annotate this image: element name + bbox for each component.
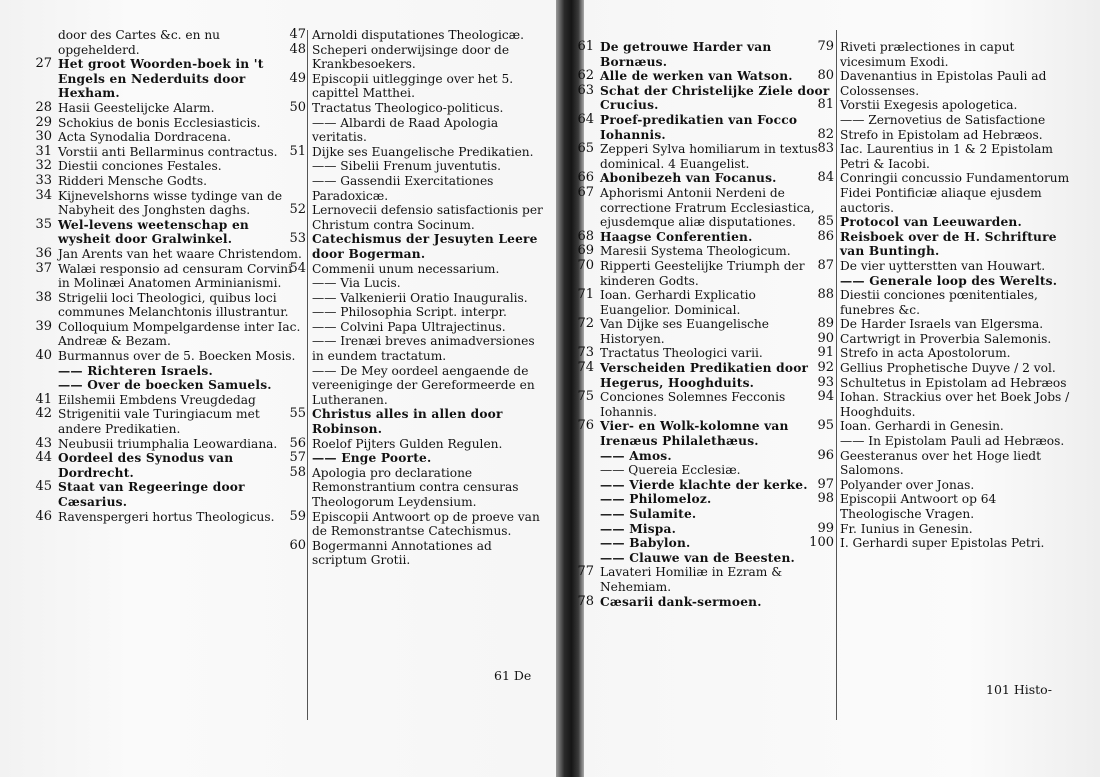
catalog-entry (289, 143, 550, 160)
entry-title: —— Babylon. (600, 536, 691, 551)
entry-title: —— Quereia Ecclesiæ. (600, 463, 741, 478)
catalog-entry (312, 159, 550, 174)
entry-number: 30 (35, 129, 52, 145)
entry-number: 70 (577, 257, 594, 273)
catalog-entry (577, 228, 830, 245)
catalog-entry (840, 113, 1080, 128)
entry-title: Fr. Iunius in Genesin. (840, 521, 973, 536)
catalog-entry (35, 56, 303, 101)
catalog-entry (600, 478, 830, 493)
catalog-entry (312, 320, 550, 335)
catalog-entry (817, 360, 1080, 376)
entry-number: 29 (35, 114, 52, 130)
catalog-entry (35, 143, 303, 160)
entry-title: Burmannus over de 5. Boecken Mosis. (58, 349, 296, 364)
entry-number: 97 (817, 476, 834, 492)
entry-title: Christus alles in allen door Robinson. (312, 407, 503, 437)
entry-title: Episcopii Antwoort op de proeve van de Remonstrantse Catechismus. (312, 509, 540, 539)
entry-number: 55 (289, 406, 306, 422)
entry-number: 85 (817, 214, 834, 230)
entry-title: Vier- en Wolk-kolomne van Irenæus Philalethæus. (600, 419, 789, 449)
catalog-entry (312, 291, 550, 306)
catalog-entry (35, 391, 303, 408)
entry-number: 83 (817, 141, 834, 157)
entry-title: Verscheiden Predikatien door Hegerus, Hooghduits. (600, 361, 809, 390)
entry-title: —— Clauwe van de Beesten. (600, 550, 795, 565)
column-4 (809, 39, 1080, 551)
entry-number: 35 (35, 216, 52, 232)
catalog-entry (577, 243, 830, 259)
entry-title: Conciones Solemnes Fecconis Iohannis. (600, 390, 786, 419)
entry-number: 93 (817, 374, 834, 390)
entry-title: Scheperi onderwijsinge door de Krankbesoekers. (312, 42, 510, 72)
entry-title: —— Enge Poorte. (312, 451, 432, 466)
entry-title: Cartwrigt in Proverbia Salemonis. (840, 331, 1052, 346)
entry-title: Staat van Regeeringe door Cæsarius. (58, 480, 245, 509)
catalog-entry (312, 174, 550, 203)
catalog-entry (35, 172, 303, 189)
catalog-entry (600, 551, 830, 566)
catalog-entry (600, 522, 830, 537)
entry-number: 91 (817, 345, 834, 361)
entry-number: 82 (817, 126, 834, 142)
entry-title: —— Over de boecken Samuels. (58, 378, 272, 393)
catalog-entry (35, 187, 303, 218)
catalog-entry (35, 479, 303, 509)
catalog-entry (817, 126, 1080, 143)
catalog-entry (35, 348, 303, 364)
entry-title: Vorstii anti Bellarminus contractus. (58, 144, 278, 159)
entry-number: 80 (817, 68, 834, 84)
entry-title: Het groot Woorden-boek in 't Engels en Nederduits door Hexham. (58, 57, 264, 101)
catalog-entry (817, 39, 1080, 69)
entry-title: Gellius Prophetische Duyve / 2 vol. (840, 361, 1056, 376)
entry-number: 89 (817, 316, 834, 332)
entry-number: 66 (577, 170, 594, 186)
catalog-entry (35, 245, 303, 262)
entry-number: 84 (817, 170, 834, 186)
entry-title: Bogermanni Annotationes ad scriptum Grotii. (312, 538, 492, 568)
entry-title: De Harder Israels van Elgersma. (840, 317, 1044, 332)
entry-title: door des Cartes &c. en nu opgehelderd. (58, 28, 221, 57)
entry-number: 71 (577, 287, 594, 303)
entry-number: 36 (35, 245, 52, 261)
entry-number: 81 (817, 97, 834, 113)
catalog-entry (312, 364, 550, 408)
entry-number: 59 (289, 508, 306, 524)
entry-title: —— Vierde klachte der kerke. (600, 477, 808, 492)
entry-number: 63 (577, 82, 594, 98)
catalog-entry (312, 116, 550, 145)
entry-title: Reisboek over de H. Schrifture van Buntingh. (840, 229, 1057, 259)
entry-number: 99 (817, 520, 834, 536)
catalog-entry (577, 170, 830, 186)
catalog-entry (809, 535, 1080, 551)
catalog-entry (600, 449, 830, 464)
entry-title: Tractatus Theologico-politicus. (312, 100, 504, 115)
entry-title: —— Sulamite. (600, 507, 697, 521)
catalog-entry (577, 593, 830, 610)
entry-number: 60 (289, 537, 306, 553)
column-1 (35, 28, 303, 524)
entry-number: 37 (35, 260, 52, 276)
entry-title: Episcopii Antwoort op 64 Theologische Vragen. (840, 492, 997, 521)
catalog-entry (600, 507, 830, 522)
catalog-entry (35, 318, 303, 349)
entry-number: 68 (577, 228, 594, 244)
entry-number: 77 (577, 564, 594, 580)
entry-title: Riveti prælectiones in caput vicesimum Exodi. (840, 40, 1015, 69)
entry-number: 95 (817, 418, 834, 434)
catalog-entry (817, 345, 1080, 361)
catalog-entry (817, 520, 1080, 537)
entry-title: Haagse Conferentien. (600, 229, 753, 244)
catalog-entry (817, 447, 1080, 478)
catalog-entry (35, 508, 303, 525)
catalog-entry (35, 129, 303, 145)
entry-number: 92 (817, 360, 834, 376)
column-divider (307, 30, 308, 720)
entry-title: Protocol van Leeuwarden. (840, 215, 1022, 230)
catalog-entry (35, 114, 303, 131)
catalog-entry (35, 406, 303, 437)
entry-title: —— Mispa. (600, 521, 677, 536)
entry-title: Ripperti Geestelijke Triumph der kinderen Godts. (600, 258, 805, 288)
entry-title: —— Philosophia Script. interpr. (312, 305, 507, 320)
entry-title: —— De Mey oordeel aengaende de vereeniginge der Gereformeerde en Lutheranen. (312, 363, 535, 407)
entry-title: Schultetus in Epistolam ad Hebræos (840, 375, 1067, 390)
entry-title: I. Gerhardi super Epistolas Petri. (840, 536, 1045, 551)
entry-number: 40 (35, 348, 52, 364)
entry-number: 86 (817, 228, 834, 244)
catalog-entry (817, 476, 1080, 493)
entry-title: Iac. Laurentius in 1 & 2 Epistolam Petri & Iacobi. (840, 142, 1053, 171)
entry-title: —— Generale loop des Werelts. (840, 273, 1058, 288)
catalog-entry (289, 450, 550, 466)
catalog-entry (577, 82, 830, 113)
entry-title: Colloquium Mompelgardense inter Iac. Andreæ & Bezam. (58, 319, 301, 349)
entry-title: Ioan. Gerhardi in Genesin. (840, 419, 1004, 434)
catalog-entry (289, 99, 550, 116)
entry-title: —— Richteren Israels. (58, 363, 213, 378)
entry-title: —— In Epistolam Pauli ad Hebræos. (840, 434, 1065, 449)
catalog-entry (58, 364, 303, 379)
entry-title: —— Philomeloz. (600, 492, 712, 507)
catalog-entry (577, 68, 830, 84)
catalog-entry (289, 27, 550, 43)
entry-title: Van Dijke ses Euangelische Historyen. (600, 317, 769, 346)
entry-number: 73 (577, 345, 594, 361)
catalog-entry (600, 536, 830, 551)
catalog-entry (817, 141, 1080, 171)
entry-number: 96 (817, 447, 834, 463)
catalog-entry (817, 228, 1080, 259)
entry-title: Iohan. Strackius over het Boek Jobs / Hooghduits. (840, 390, 1070, 419)
entry-title: Maresii Systema Theologicum. (600, 244, 791, 259)
entry-title: Acta Synodalia Dordracena. (58, 130, 231, 145)
entry-title: Diestii conciones Festales. (58, 159, 222, 174)
entry-number: 27 (35, 56, 52, 72)
entry-title: —— Irenæi breves animadversiones in eundem tractatum. (312, 334, 535, 364)
entry-number: 53 (289, 231, 306, 247)
catchword-right-page: 101 Histo- (986, 682, 1052, 697)
catalog-entry (35, 289, 303, 320)
catalog-entry (817, 68, 1080, 98)
catchword-left-page: 61 De (494, 668, 532, 683)
entry-title: Conringii concussio Fundamentorum Fidei Pontificiæ aliaque ejusdem auctoris. (840, 171, 1070, 215)
entry-number: 41 (35, 391, 52, 407)
entry-number: 42 (35, 406, 52, 422)
entry-title: Aphorismi Antonii Nerdeni de correctione Fratrum Ecclesiastica, ejusdemque aliæ disputationes. (600, 185, 815, 230)
catalog-entry (312, 276, 550, 291)
entry-title: —— Amos. (600, 448, 672, 463)
entry-title: —— Via Lucis. (312, 276, 401, 291)
entry-title: —— Colvini Papa Ultrajectinus. (312, 319, 506, 334)
catalog-entry (577, 345, 830, 361)
catalog-entry (817, 170, 1080, 215)
entry-title: Wel-levens weetenschap en wysheit door Gralwinkel. (58, 217, 249, 247)
catalog-entry (289, 260, 550, 277)
catalog-entry (577, 111, 830, 142)
entry-title: Vorstii Exegesis apologetica. (840, 98, 1018, 113)
entry-title: Strigelii loci Theologici, quibus loci communes Melanchtonis illustrantur. (58, 290, 289, 320)
catalog-entry (312, 305, 550, 320)
entry-number: 62 (577, 68, 594, 84)
entry-number: 50 (289, 99, 306, 115)
catalog-entry (35, 99, 303, 116)
entry-number: 39 (35, 318, 52, 334)
entry-title: Polyander over Jonas. (840, 477, 975, 492)
catalog-entry (35, 216, 303, 247)
catalog-entry (600, 463, 830, 478)
entry-number: 98 (817, 491, 834, 507)
entry-title: Davenantius in Epistolas Pauli ad Colossenses. (840, 69, 1047, 98)
catalog-entry (577, 39, 830, 69)
entry-title: Strigenitii vale Turingiacum met andere Predikatien. (58, 407, 260, 437)
entry-title: —— Zernovetius de Satisfactione (840, 112, 1046, 127)
entry-number: 69 (577, 243, 594, 259)
entry-title: Diestii conciones pœnitentiales, funebres &c. (840, 288, 1038, 317)
catalog-entry (817, 389, 1080, 419)
entry-title: Kijnevelshorns wisse tydinge van de Nabyheit des Jonghsten daghs. (58, 188, 283, 218)
entry-title: Schat der Christelijke Ziele door Crucius. (600, 83, 830, 113)
catalog-entry (817, 330, 1080, 347)
catalog-entry (577, 389, 830, 419)
catalog-entry (577, 287, 830, 317)
catalog-entry (577, 360, 830, 390)
entry-title: Schokius de bonis Ecclesiasticis. (58, 115, 261, 130)
entry-title: —— Gassendii Exercitationes Paradoxicæ. (312, 173, 494, 203)
column-3 (577, 39, 830, 609)
column-divider (836, 30, 837, 720)
entry-number: 75 (577, 389, 594, 405)
catalog-entry (289, 435, 550, 452)
entry-title: Proef-predikatien van Focco Iohannis. (600, 112, 798, 142)
catalog-entry (577, 141, 830, 171)
entry-title: Ravenspergeri hortus Theologicus. (58, 509, 275, 524)
entry-title: Zepperi Sylva homiliarum in textus dominical. 4 Euangelist. (600, 142, 818, 171)
catalog-entry (289, 508, 550, 539)
entry-number: 45 (35, 479, 52, 495)
column-2 (289, 27, 550, 568)
catalog-entry (289, 406, 550, 437)
entry-title: Roelof Pijters Gulden Regulen. (312, 436, 503, 451)
entry-number: 64 (577, 111, 594, 127)
entry-title: Tractatus Theologici varii. (600, 346, 763, 361)
catalog-entry (840, 434, 1080, 449)
catalog-entry (817, 418, 1080, 434)
entry-number: 76 (577, 418, 594, 434)
entry-number: 43 (35, 435, 52, 451)
entry-number: 46 (35, 508, 52, 524)
entry-number: 67 (577, 184, 594, 200)
entry-number: 31 (35, 143, 52, 159)
entry-title: De getrouwe Harder van Bornæus. (600, 40, 772, 69)
entry-number: 78 (577, 593, 594, 609)
catalog-entry (58, 28, 303, 57)
catalog-entry (289, 41, 550, 72)
catalog-entry (817, 287, 1080, 317)
entry-title: Commenii unum necessarium. (312, 261, 500, 276)
entry-number: 48 (289, 41, 306, 57)
catalog-entry (35, 435, 303, 452)
entry-number: 94 (817, 389, 834, 405)
entry-title: Strefo in acta Apostolorum. (840, 346, 1011, 361)
entry-number: 87 (817, 257, 834, 273)
entry-title: Oordeel des Synodus van Dordrecht. (58, 451, 234, 480)
catalog-entry (289, 70, 550, 101)
catalog-entry (289, 202, 550, 232)
entry-title: Dijke ses Euangelische Predikatien. (312, 144, 534, 159)
catalog-entry (840, 274, 1080, 289)
entry-number: 34 (35, 187, 52, 203)
entry-title: Eilshemii Embdens Vreugdedag (58, 392, 256, 407)
entry-title: Jan Arents van het waare Christendom. (58, 246, 302, 261)
catalog-entry (35, 158, 303, 174)
entry-number: 56 (289, 435, 306, 451)
entry-title: Abonibezeh van Focanus. (600, 171, 777, 186)
entry-title: Hasii Geestelijcke Alarm. (58, 100, 215, 115)
entry-title: Ioan. Gerhardi Explicatio Euangelior. Dominical. (600, 288, 756, 317)
catalog-entry (577, 564, 830, 594)
entry-number: 72 (577, 316, 594, 332)
catalog-entry (35, 260, 303, 291)
catalog-entry (289, 231, 550, 261)
catalog-entry (817, 257, 1080, 274)
entry-number: 33 (35, 172, 52, 188)
catalog-entry (577, 257, 830, 288)
entry-number: 61 (577, 39, 594, 54)
catalog-entry (35, 450, 303, 480)
catalog-entry (312, 334, 550, 363)
entry-number: 51 (289, 143, 306, 159)
entry-title: Lernovecii defensio satisfactionis per Christum contra Socinum. (312, 203, 543, 232)
entry-title: Alle de werken van Watson. (600, 69, 793, 84)
entry-title: Cæsarii dank-sermoen. (600, 594, 762, 609)
entry-number: 44 (35, 450, 52, 466)
entry-number: 49 (289, 70, 306, 86)
entry-number: 100 (809, 535, 834, 551)
entry-title: Catechismus der Jesuyten Leere door Bogerman. (312, 232, 538, 261)
entry-number: 58 (289, 464, 306, 480)
entry-title: —— Albardi de Raad Apologia veritatis. (312, 115, 499, 145)
entry-title: Apologia pro declaratione Remonstrantium contra censuras Theologorum Leydensium. (312, 465, 519, 509)
entry-number: 79 (817, 39, 834, 54)
entry-title: Lavateri Homiliæ in Ezram & Nehemiam. (600, 565, 783, 594)
catalog-entry (577, 316, 830, 346)
catalog-entry (289, 464, 550, 510)
entry-number: 90 (817, 330, 834, 346)
entry-title: De vier uytterstten van Houwart. (840, 258, 1046, 273)
entry-number: 74 (577, 360, 594, 376)
entry-number: 88 (817, 287, 834, 303)
entry-title: —— Valkenierii Oratio Inauguralis. (312, 290, 528, 305)
entry-number: 47 (289, 27, 306, 42)
catalog-entry (817, 491, 1080, 521)
catalog-entry (58, 378, 303, 393)
catalog-entry (600, 492, 830, 507)
entry-title: Walæi responsio ad censuram Corvini in Molinæi Anatomen Arminianismi. (58, 261, 292, 291)
catalog-entry (289, 537, 550, 568)
entry-title: Ridderi Mensche Godts. (58, 173, 207, 188)
entry-number: 38 (35, 289, 52, 305)
catalog-entry (817, 316, 1080, 332)
entry-number: 32 (35, 158, 52, 174)
catalog-entry (817, 374, 1080, 391)
entry-number: 54 (289, 260, 306, 276)
entry-number: 28 (35, 99, 52, 115)
catalog-entry (577, 418, 830, 449)
catalog-entry (817, 214, 1080, 230)
catalog-entry (577, 184, 830, 230)
entry-title: Episcopii uitlegginge over het 5. capittel Matthei. (312, 71, 514, 101)
entry-number: 52 (289, 202, 306, 218)
catalog-entry (817, 97, 1080, 113)
entry-title: Geesteranus over het Hoge liedt Salomons. (840, 448, 1041, 478)
entry-title: Neubusii triumphalia Leowardiana. (58, 436, 278, 451)
entry-number: 65 (577, 141, 594, 157)
entry-number: 57 (289, 450, 306, 466)
entry-title: Strefo in Epistolam ad Hebræos. (840, 127, 1043, 142)
entry-title: —— Sibelii Frenum juventutis. (312, 159, 501, 174)
entry-title: Arnoldi disputationes Theologicæ. (312, 28, 524, 42)
